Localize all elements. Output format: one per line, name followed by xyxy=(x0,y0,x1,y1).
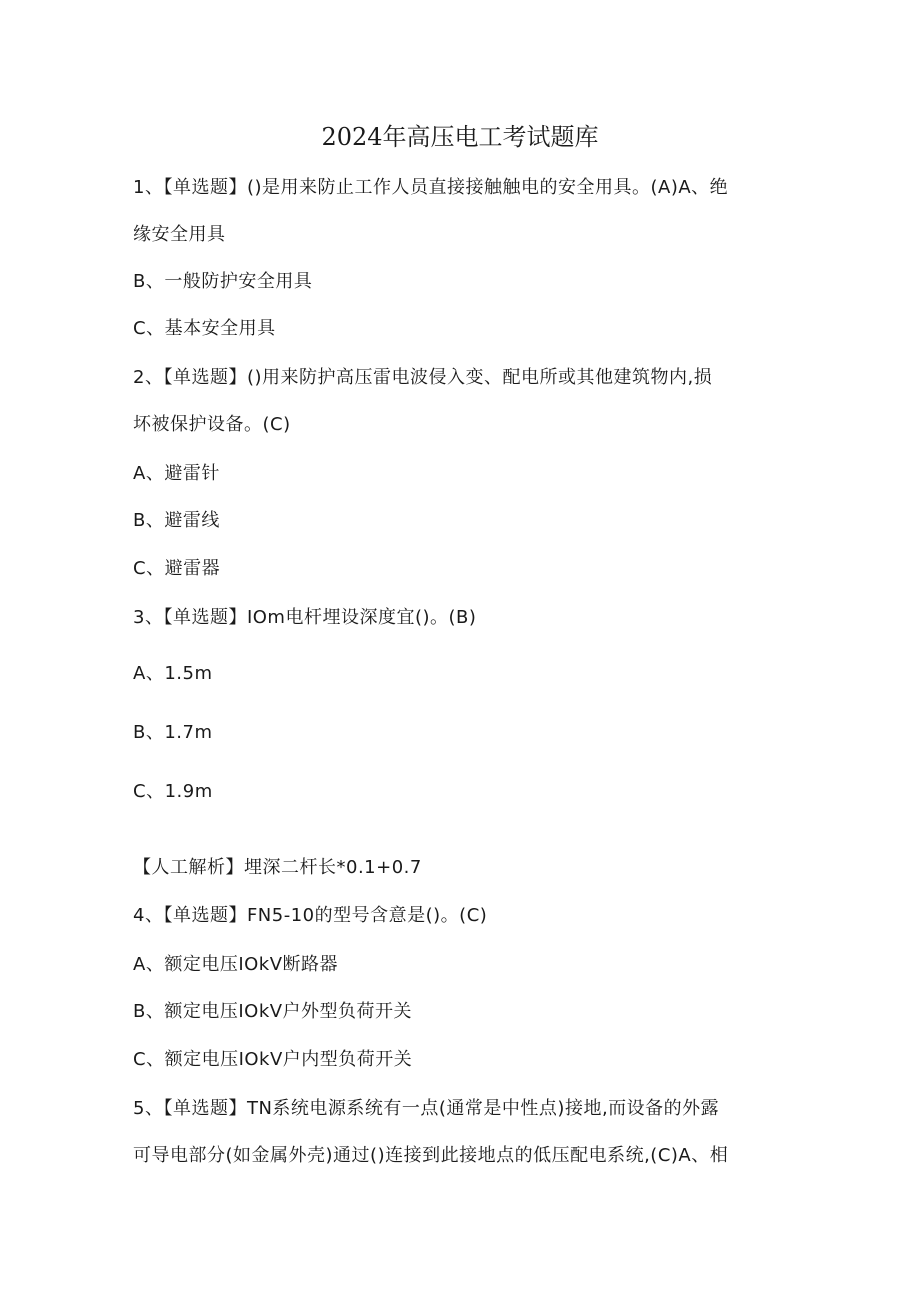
question-4-option-b: B、额定电压IOkV户外型负荷开关 xyxy=(133,1001,413,1022)
question-2-option-c: C、避雷器 xyxy=(133,558,221,579)
question-1-line-2: 缘安全用具 xyxy=(133,224,226,245)
question-2-option-a: A、避雷针 xyxy=(133,463,220,484)
question-2-line-1: 2、【单选题】()用来防护高压雷电波侵入变、配电所或其他建筑物内,损 xyxy=(133,367,713,388)
question-3-line-1: 3、【单选题】IOm电杆埋设深度宜()。(B) xyxy=(133,607,477,628)
question-3-option-b: B、1.7m xyxy=(133,722,213,743)
question-5-line-1: 5、【单选题】TN系统电源系统有一点(通常是中性点)接地,而设备的外露 xyxy=(133,1098,720,1119)
question-2-line-2: 坏被保护设备。(C) xyxy=(133,414,291,435)
document-title: 2024年高压电工考试题库 xyxy=(321,123,599,151)
question-5-line-2: 可导电部分(如金属外壳)通过()连接到此接地点的低压配电系统,(C)A、相 xyxy=(133,1145,729,1166)
question-1-line-1: 1、【单选题】()是用来防止工作人员直接接触触电的安全用具。(A)A、绝 xyxy=(133,177,729,198)
question-4-option-a: A、额定电压IOkV断路器 xyxy=(133,954,339,975)
question-3-option-a: A、1.5m xyxy=(133,663,213,684)
question-2-option-b: B、避雷线 xyxy=(133,510,220,531)
question-1-option-c: C、基本安全用具 xyxy=(133,318,276,339)
question-1-option-b: B、一般防护安全用具 xyxy=(133,271,313,292)
question-4-line-1: 4、【单选题】FN5-10的型号含意是()。(C) xyxy=(133,905,488,926)
question-4-option-c: C、额定电压IOkV户内型负荷开关 xyxy=(133,1049,413,1070)
question-3-option-c: C、1.9m xyxy=(133,781,213,802)
question-3-analysis: 【人工解析】埋深二杆长*0.1+0.7 xyxy=(133,857,422,878)
